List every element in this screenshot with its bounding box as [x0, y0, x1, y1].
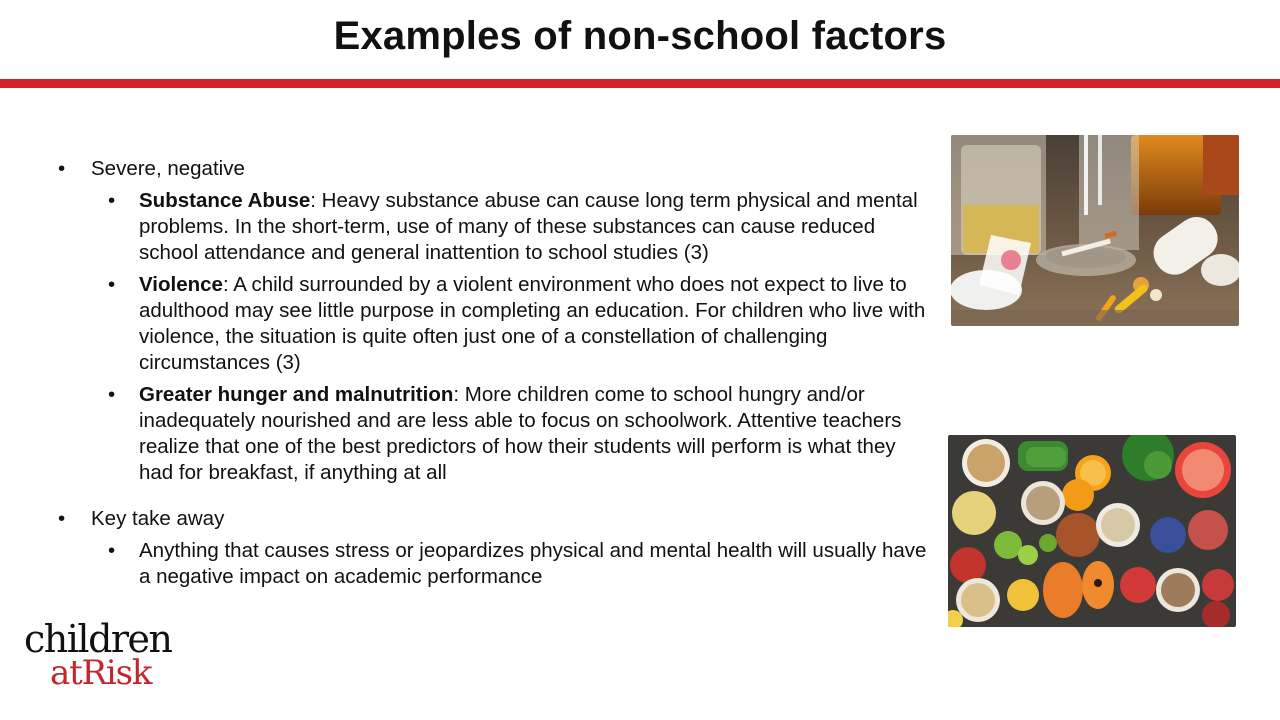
takeaway-text: Anything that causes stress or jeopardizes physical and mental health will usually have a negative impact on academic performance	[139, 539, 927, 588]
bullet-violence	[58, 272, 928, 376]
violence-text: : A child surrounded by a violent environment who does not expect to live to adulthood may see little purpose in completing an education. For children who live with violence, the situation is quite often just one of a constellation of challenging circumstances (3)	[139, 273, 926, 374]
substance-abuse-photo	[951, 135, 1239, 326]
bullet-hunger	[58, 382, 928, 486]
logo-line1: children	[24, 617, 172, 661]
slide-title: Examples of non-school factors	[333, 14, 947, 58]
bullet-takeaway-item	[58, 538, 928, 590]
logo-line2: atRisk	[50, 653, 152, 693]
healthy-food-photo	[948, 435, 1236, 627]
bullet-substance-abuse	[58, 188, 928, 266]
bullet-list	[58, 152, 928, 596]
children-at-risk-logo	[24, 617, 172, 693]
bullet-dot: •	[108, 539, 116, 562]
bullet-dot: •	[58, 157, 66, 180]
bullet-dot: •	[58, 507, 66, 530]
bullet-severe	[58, 156, 928, 182]
substance-abuse-text: : Heavy substance abuse can cause long term physical and mental problems. In the short-term, use of many of these substances can cause reduced school attendance and general inattention to school studies (3)	[139, 189, 918, 264]
bullet-dot: •	[108, 273, 116, 296]
title-divider	[0, 79, 1280, 88]
bullet-takeaway	[58, 506, 928, 532]
hunger-text: : More children come to school hungry and/or inadequately nourished and are less able to focus on schoolwork. Attentive teachers realize that one of the best predictors of how their students will perform is what they had for breakfast, if anything at all	[139, 383, 902, 484]
hunger-term: Greater hunger and malnutrition	[139, 383, 454, 406]
bullet-severe-label: Severe, negative	[91, 157, 245, 180]
bullet-takeaway-label: Key take away	[91, 507, 225, 530]
substance-abuse-term: Substance Abuse	[139, 189, 311, 212]
bullet-dot: •	[108, 383, 116, 406]
bullet-dot: •	[108, 189, 116, 212]
violence-term: Violence	[139, 273, 223, 296]
